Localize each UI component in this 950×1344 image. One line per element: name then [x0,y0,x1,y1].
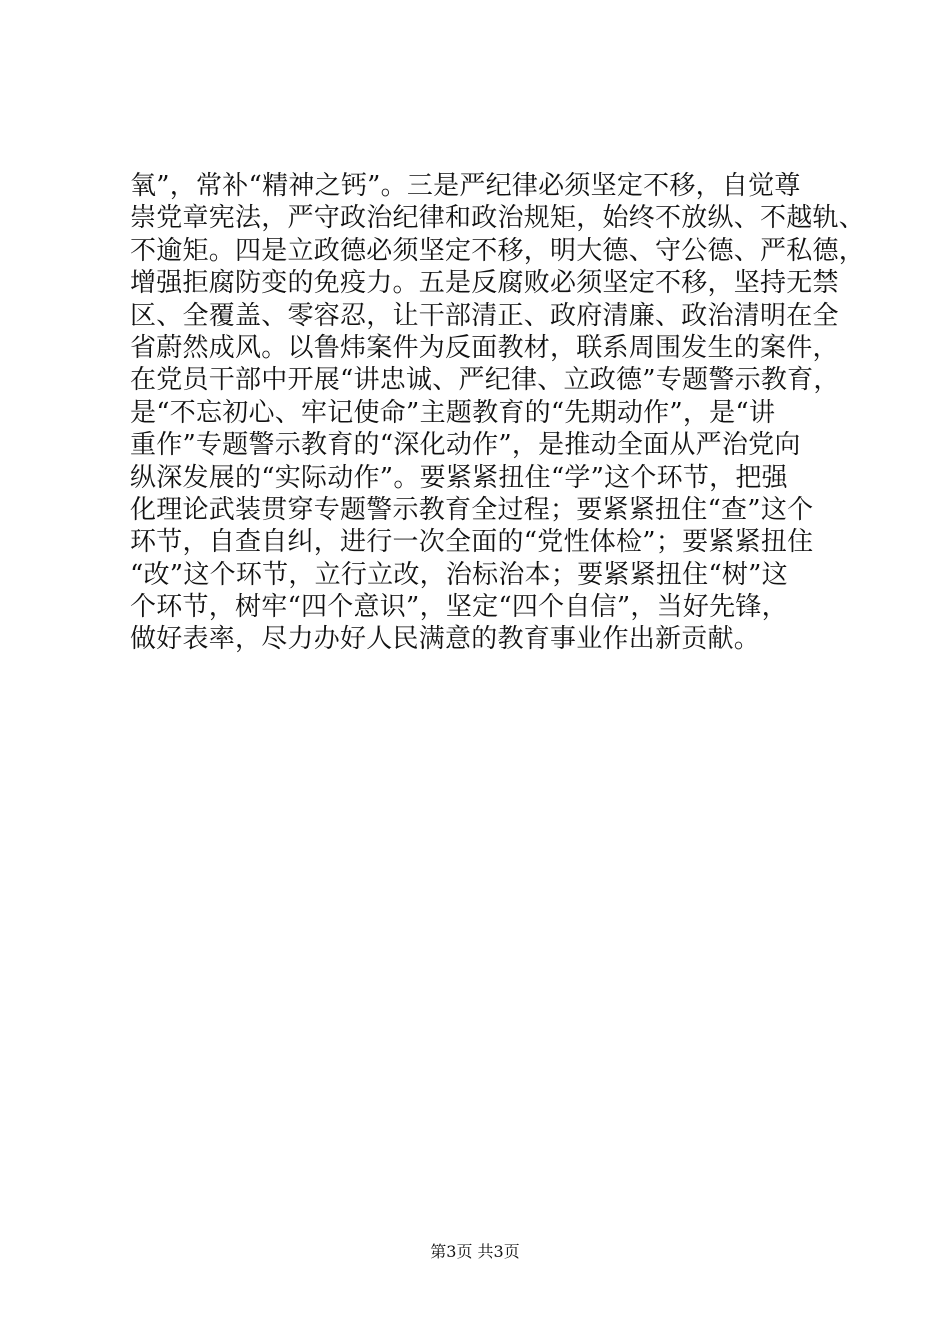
text-line: 重作”专题警示教育的“深化动作”，是推动全面从严治党向 [130,430,801,461]
text-line: 做好表率，尽力办好人民满意的教育事业作出新贡献。 [130,624,761,655]
text-line: 区、全覆盖、零容忍，让干部清正、政府清廉、政治清明在全 [130,300,839,331]
page-number: 第3页 共3页 [430,1242,520,1261]
text-line: 崇党章宪法，严守政治纪律和政治规矩，始终不放纵、不越轨、 [130,203,866,234]
text-line: 纵深发展的“实际动作”。要紧紧扭住“学”这个环节，把强 [130,462,788,493]
text-line: 化理论武装贯穿专题警示教育全过程；要紧紧扭住“查”这个 [130,494,814,525]
text-line: 增强拒腐防变的免疫力。五是反腐败必须坚定不移，坚持无禁 [130,268,839,299]
page-footer [0,1242,950,1262]
text-line: 在党员干部中开展“讲忠诚、严纪律、立政德”专题警示教育， [130,365,840,396]
text-line: 是“不忘初心、牢记使命”主题教育的“先期动作”，是“讲 [130,397,776,428]
text-line: 个环节，树牢“四个意识”，坚定“四个自信”，当好先锋， [130,592,788,623]
text-line: 环节，自查自纠，进行一次全面的“党性体检”；要紧紧扭住 [130,527,814,558]
text-line: 氧”，常补“精神之钙”。三是严纪律必须坚定不移，自觉尊 [130,171,801,201]
body-paragraph [130,170,866,656]
text-line: “改”这个环节，立行立改，治标治本；要紧紧扭住“树”这 [130,559,788,590]
text-line: 省蔚然成风。以鲁炜案件为反面教材，联系周围发生的案件， [130,332,839,363]
text-line: 不逾矩。四是立政德必须坚定不移，明大德、守公德、严私德， [130,235,866,266]
